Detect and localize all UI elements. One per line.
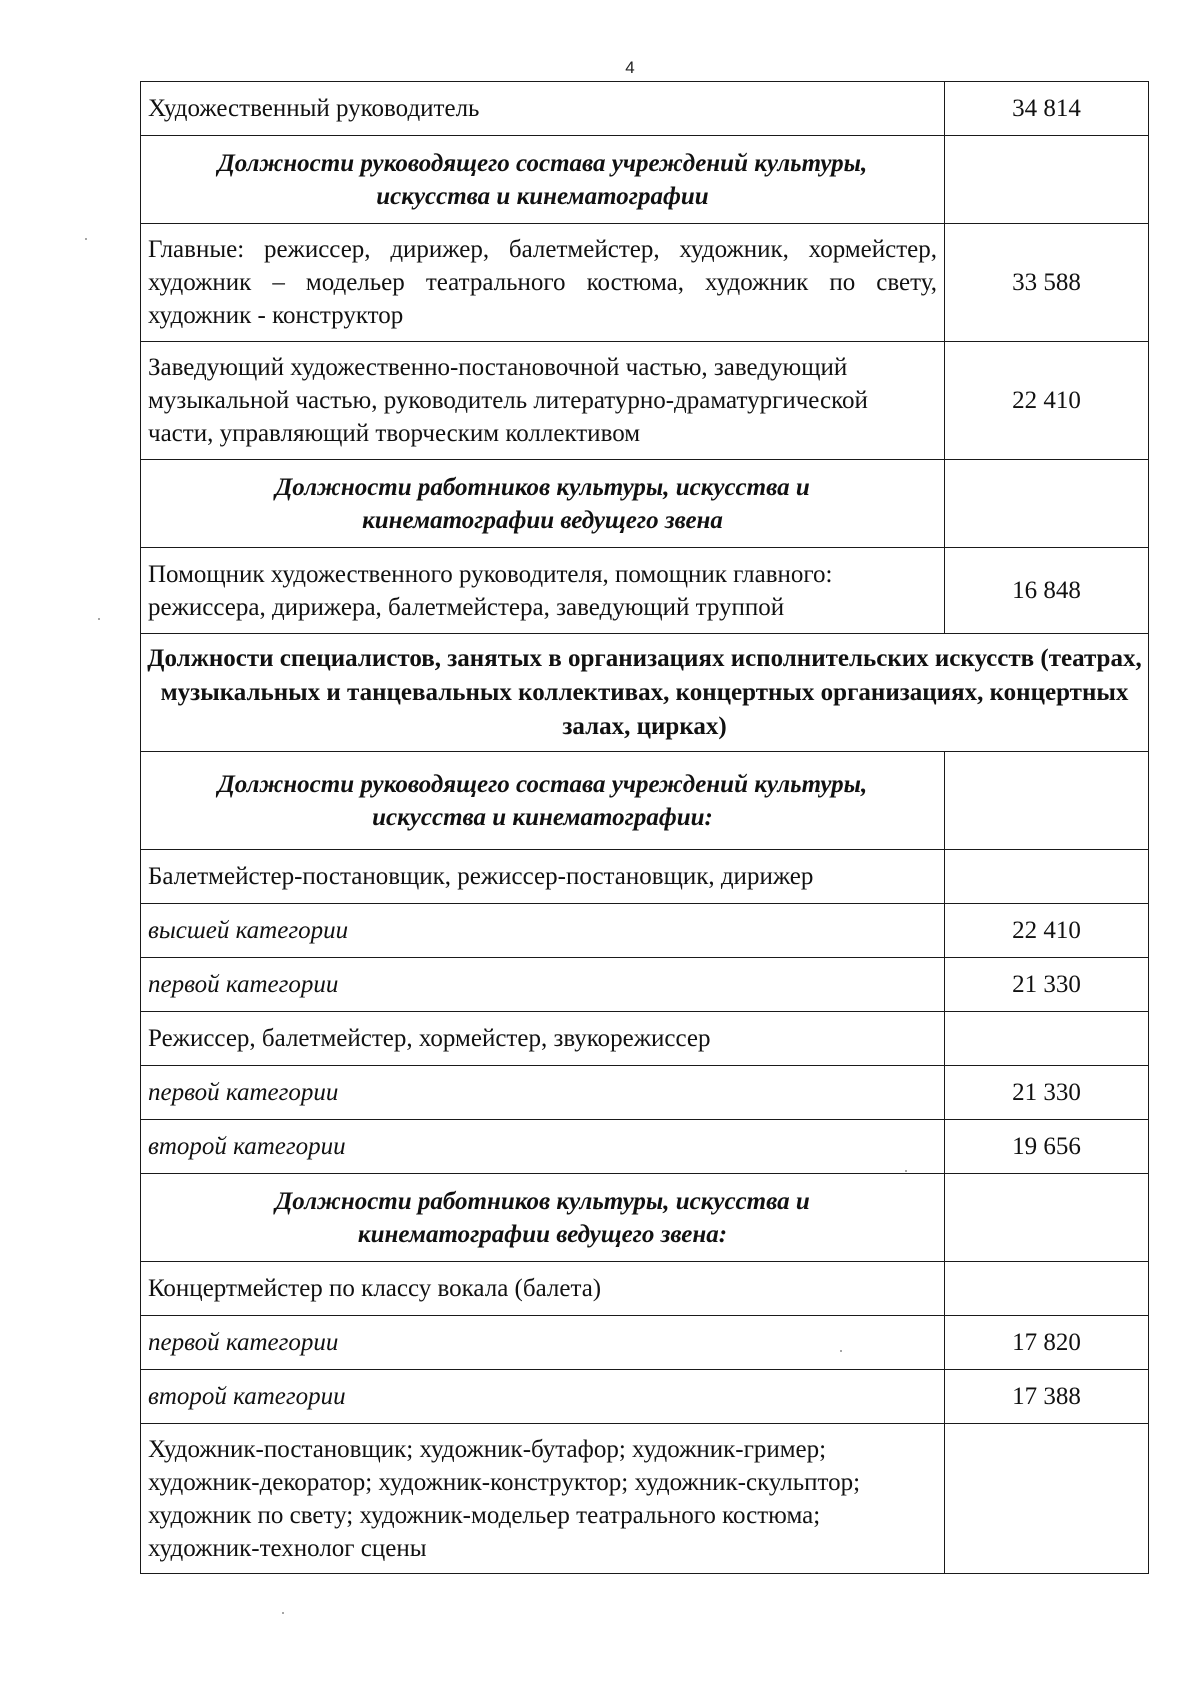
salary-value xyxy=(945,460,1149,548)
scan-speck xyxy=(282,1612,284,1614)
section-heading: Должности работников культуры, искусства и кинематографии ведущего звена: xyxy=(141,1174,945,1262)
category-name: второй категории xyxy=(141,1370,945,1424)
salary-value: 19 656 xyxy=(945,1120,1149,1174)
table-row xyxy=(141,1262,1149,1316)
table-row xyxy=(141,850,1149,904)
position-name: Главные: режиссер, дирижер, балетмейстер, художник, хормейстер, художник – модельер театрального костюма, художник по свету, художник - конструктор xyxy=(141,224,945,342)
position-name: Режиссер, балетмейстер, хормейстер, звукорежиссер xyxy=(141,1012,945,1066)
position-name: Заведующий художественно-постановочной частью, заведующий музыкальной частью, руководитель литературно-драматургической части, управляющий творческим коллективом xyxy=(141,342,945,460)
scan-speck xyxy=(905,1170,907,1172)
table-row xyxy=(141,82,1149,136)
group-heading-row xyxy=(141,634,1149,752)
category-row xyxy=(141,904,1149,958)
category-name: первой категории xyxy=(141,1316,945,1370)
section-heading: Должности работников культуры, искусства и кинематографии ведущего звена xyxy=(141,460,945,548)
category-row xyxy=(141,1370,1149,1424)
salary-value: 21 330 xyxy=(945,958,1149,1012)
salary-value xyxy=(945,752,1149,850)
section-heading: Должности руководящего состава учреждений культуры, искусства и кинематографии: xyxy=(141,752,945,850)
salary-value: 17 820 xyxy=(945,1316,1149,1370)
category-row xyxy=(141,958,1149,1012)
position-name: Помощник художественного руководителя, помощник главного: режиссера, дирижера, балетмейстера, заведующий труппой xyxy=(141,548,945,634)
section-heading-row xyxy=(141,1174,1149,1262)
section-heading: Должности руководящего состава учреждений культуры, искусства и кинематографии xyxy=(141,136,945,224)
group-heading: Должности специалистов, занятых в организациях исполнительских искусств (театрах, музыкальных и танцевальных коллективах, концертных организациях, концертных залах, цирках) xyxy=(141,634,1149,752)
category-row xyxy=(141,1120,1149,1174)
salary-value: 22 410 xyxy=(945,342,1149,460)
salary-value: 34 814 xyxy=(945,82,1149,136)
category-name: высшей категории xyxy=(141,904,945,958)
salary-value: 22 410 xyxy=(945,904,1149,958)
salary-value xyxy=(945,136,1149,224)
position-name: Балетмейстер-постановщик, режиссер-постановщик, дирижер xyxy=(141,850,945,904)
salary-value xyxy=(945,850,1149,904)
position-name: Концертмейстер по классу вокала (балета) xyxy=(141,1262,945,1316)
section-heading-row xyxy=(141,460,1149,548)
scan-speck xyxy=(85,238,87,240)
salary-value: 16 848 xyxy=(945,548,1149,634)
salary-value xyxy=(945,1012,1149,1066)
category-name: второй категории xyxy=(141,1120,945,1174)
table-row xyxy=(141,224,1149,342)
table-row xyxy=(141,1424,1149,1574)
category-name: первой категории xyxy=(141,958,945,1012)
position-name: Художественный руководитель xyxy=(141,82,945,136)
salary-value: 17 388 xyxy=(945,1370,1149,1424)
position-name: Художник-постановщик; художник-бутафор; художник-гример; художник-декоратор; художник-конструктор; художник-скульптор; художник по свету; художник-модельер театрального костюма; художник-технолог сцены xyxy=(141,1424,945,1574)
salary-value xyxy=(945,1424,1149,1574)
salary-value: 21 330 xyxy=(945,1066,1149,1120)
table-row xyxy=(141,1012,1149,1066)
salary-value xyxy=(945,1262,1149,1316)
table-row xyxy=(141,342,1149,460)
scan-speck xyxy=(98,618,100,620)
section-heading-row xyxy=(141,752,1149,850)
scan-speck xyxy=(840,1350,842,1352)
salary-value: 33 588 xyxy=(945,224,1149,342)
category-row xyxy=(141,1066,1149,1120)
category-row xyxy=(141,1316,1149,1370)
section-heading-row xyxy=(141,136,1149,224)
table-row xyxy=(141,548,1149,634)
salary-table xyxy=(140,81,1149,1574)
category-name: первой категории xyxy=(141,1066,945,1120)
page-number: 4 xyxy=(625,58,635,77)
salary-value xyxy=(945,1174,1149,1262)
